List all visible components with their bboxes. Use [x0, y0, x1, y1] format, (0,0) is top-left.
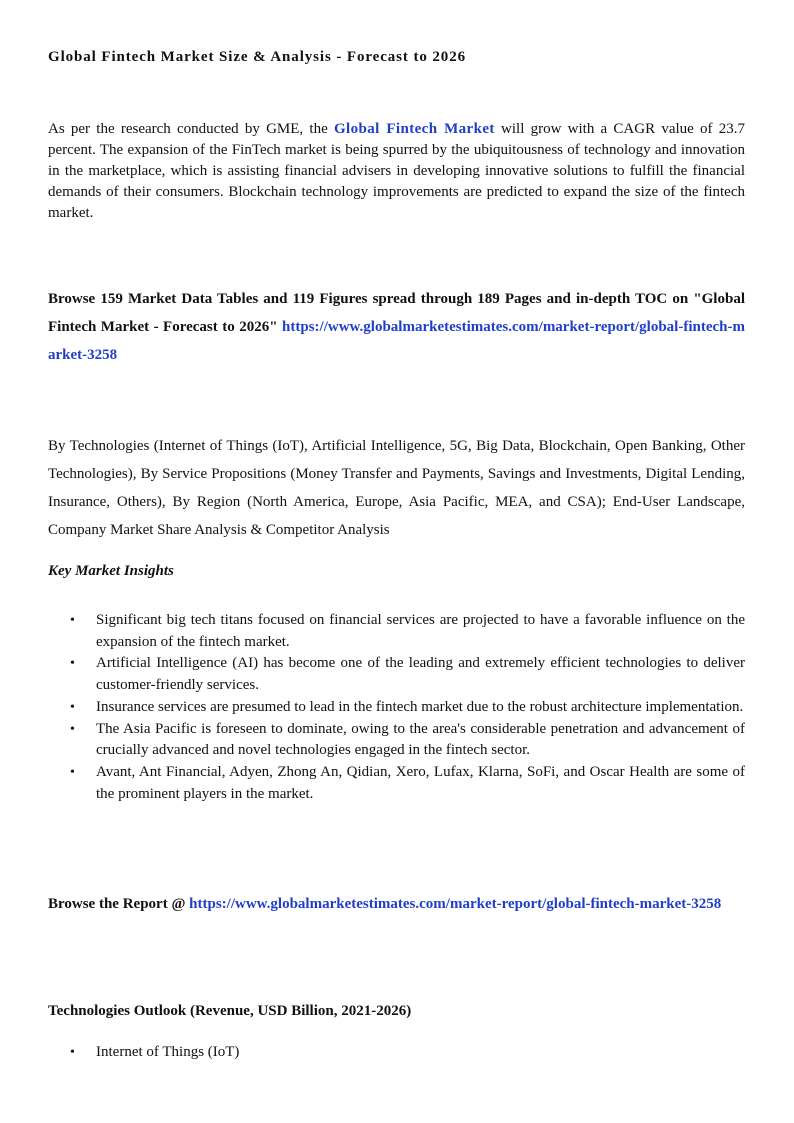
global-fintech-market-link[interactable]: Global Fintech Market: [333, 121, 495, 137]
browse-report-paragraph: [48, 893, 745, 916]
list-item: [48, 653, 745, 696]
bullet-icon: •: [70, 764, 75, 780]
list-item: [48, 1042, 745, 1063]
bullet-icon: •: [70, 699, 75, 715]
browse-toc-url-link[interactable]: https://www.globalmarketestimates.com/market-report/global-fintech-market-3258: [48, 319, 745, 363]
list-item: [48, 719, 745, 762]
list-item-text: Internet of Things (IoT): [96, 1044, 240, 1060]
list-item: [48, 697, 745, 719]
technologies-outlook-heading: Technologies Outlook (Revenue, USD Billion, 2021-2026): [48, 1003, 412, 1019]
document-title: Global Fintech Market Size & Analysis - Forecast to 2026: [48, 49, 466, 65]
intro-text-before: As per the research conducted by GME, the: [48, 121, 334, 137]
list-item-text: Artificial Intelligence (AI) has become one of the leading and extremely efficient technologies to deliver customer-friendly services.: [96, 655, 745, 694]
key-market-insights-heading: Key Market Insights: [48, 563, 174, 579]
list-item-text: Significant big tech titans focused on financial services are projected to have a favorable influence on the expansion of the fintech market.: [96, 612, 745, 650]
browse-toc-paragraph: [48, 285, 745, 369]
list-item: [48, 610, 745, 653]
technologies-list: [48, 1042, 745, 1063]
segments-paragraph: By Technologies (Internet of Things (IoT), Artificial Intelligence, 5G, Big Data, Blockchain, Open Banking, Other Technologies), By Service Propositions (Money Transfer and Payments, Savings and Investments, Digital Lending, Insurance, Others), By Region (North America, Europe, Asia Pacific, MEA, and CSA); End-User Landscape, Company Market Share Analysis & Competitor Analysis: [48, 438, 745, 538]
bullet-icon: •: [70, 613, 75, 628]
list-item-text: The Asia Pacific is foreseen to dominate, owing to the area's considerable penetration and advancement of crucially advanced and novel technologies engaged in the fintech sector.: [96, 720, 745, 759]
key-market-insights-list: [48, 610, 745, 805]
intro-text-after: will grow with a CAGR value of 23.7 percent. The expansion of the FinTech market is being spurred by the ubiquitousness of technology and innovation in the marketplace, which is assisting financial advisers in developing innovative solutions to fulfill the financial demands of their consumers. Blockchain technology improvements are predicted to expand the size of the fintech market.: [48, 121, 746, 221]
browse-toc-text: Browse 159 Market Data Tables and 119 Figures spread through 189 Pages and in-depth TOC on "Global Fintech Market - Forecast to 2026": [48, 291, 745, 335]
browse-report-url-link[interactable]: https://www.globalmarketestimates.com/market-report/global-fintech-market-3258: [189, 896, 722, 912]
list-item-text: Avant, Ant Financial, Adyen, Zhong An, Qidian, Xero, Lufax, Klarna, SoFi, and Oscar Health are some of the prominent players in the market.: [96, 763, 745, 802]
bullet-icon: •: [70, 656, 75, 672]
bullet-icon: •: [70, 1045, 75, 1060]
browse-report-text: Browse the Report @: [48, 896, 190, 912]
bullet-icon: •: [70, 721, 75, 737]
list-item-text: Insurance services are presumed to lead in the fintech market due to the robust architecture implementation.: [96, 698, 744, 715]
list-item: [48, 762, 745, 805]
intro-paragraph: [48, 119, 745, 224]
